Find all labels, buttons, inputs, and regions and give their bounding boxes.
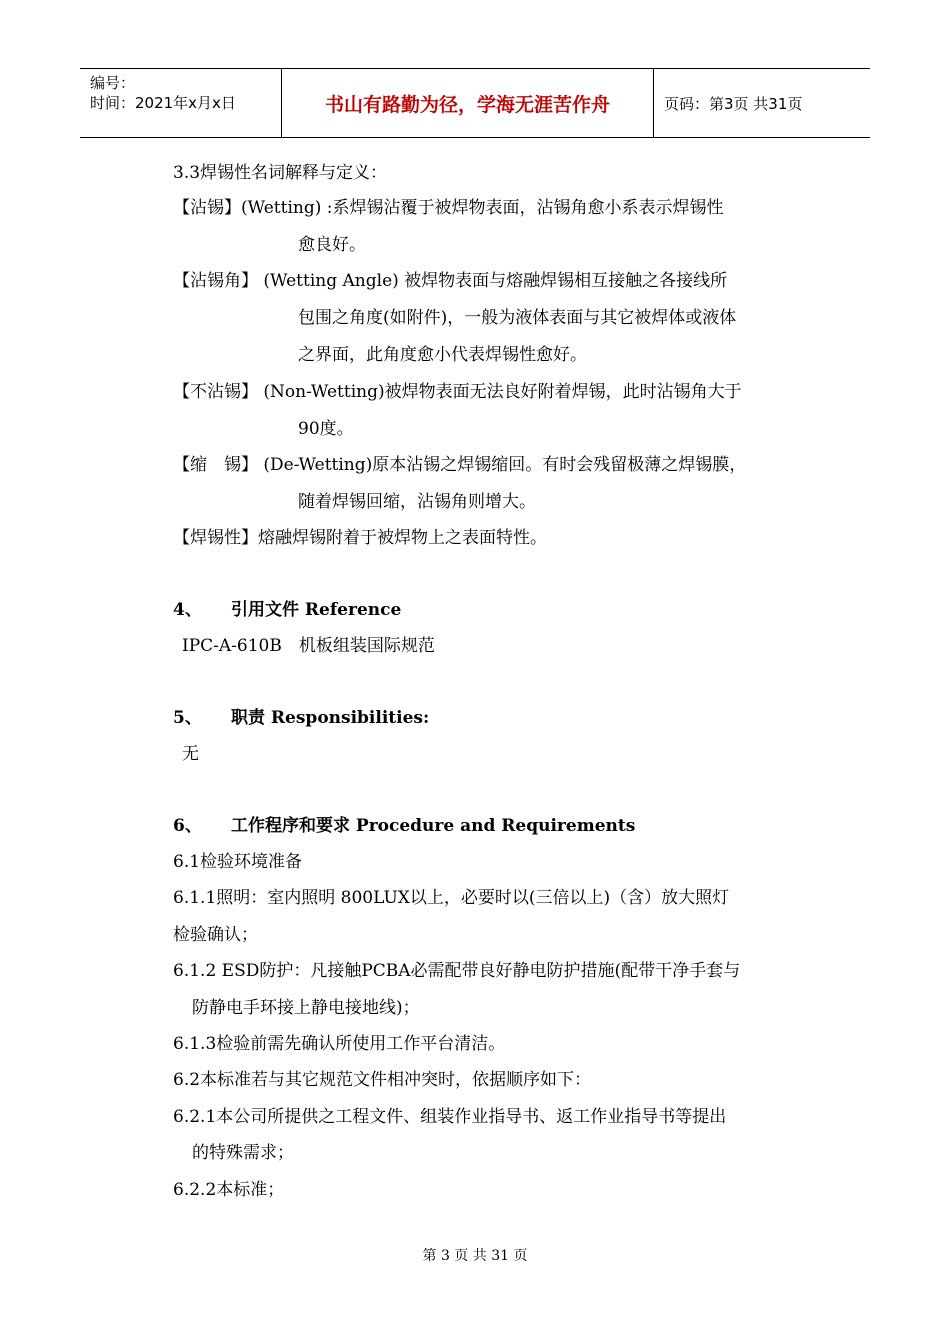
definition-text: (Wetting) :系焊锡沾覆于被焊物表面，沾锡角愈小系表示焊锡性 <box>241 198 724 218</box>
term-label: 【缩 锡】 <box>173 455 258 475</box>
section-4-heading <box>173 598 401 622</box>
header-motto: 书山有路勤为径，学海无涯苦作舟 <box>282 69 654 137</box>
definition-text: (De-Wetting)原本沾锡之焊锡缩回。有时会残留极薄之焊锡膜， <box>258 455 747 475</box>
definition-wetting-angle <box>173 269 727 293</box>
term-label: 【沾锡角】 <box>173 271 258 291</box>
section-number: 4、 <box>173 600 202 620</box>
definition-de-wetting <box>173 453 746 477</box>
term-label: 【不沾锡】 <box>173 382 258 402</box>
definition-non-wetting-cont: 90度。 <box>298 419 354 439</box>
definition-text: (Non-Wetting)被焊物表面无法良好附着焊锡，此时沾锡角大于 <box>258 382 742 402</box>
definition-wetting-cont: 愈良好。 <box>298 235 366 255</box>
section-number: 6、 <box>173 816 202 836</box>
definition-wetting-angle-cont: 之界面，此角度愈小代表焊锡性愈好。 <box>298 345 587 365</box>
definition-text: 熔融焊锡附着于被焊物上之表面特性。 <box>258 528 547 548</box>
definition-wetting <box>173 196 723 220</box>
definition-solderability <box>173 526 547 550</box>
section-5-heading <box>173 706 429 730</box>
document-date-label: 时间：2021年x月x日 <box>90 94 236 112</box>
section-6-1: 6.1检验环境准备 <box>173 852 303 872</box>
definition-de-wetting-cont: 随着焊锡回缩，沾锡角则增大。 <box>298 492 536 512</box>
section-6-heading <box>173 814 635 838</box>
section-6-1-1-cont: 检验确认； <box>173 925 258 945</box>
section-6-2-1: 6.2.1本公司所提供之工程文件、组装作业指导书、返工作业指导书等提出 <box>173 1107 727 1127</box>
section-3-3-heading: 3.3焊锡性名词解释与定义： <box>173 163 388 183</box>
definition-wetting-angle-cont: 包围之角度(如附件)，一般为液体表面与其它被焊体或液体 <box>298 308 737 328</box>
header-page-info: 页码：第3页 共31页 <box>664 94 803 113</box>
page-footer: 第 3 页 共 31 页 <box>422 1248 528 1264</box>
section-6-1-2-cont: 防静电手环接上静电接地线)； <box>192 998 420 1018</box>
term-label: 【焊锡性】 <box>173 528 258 548</box>
section-title: 职责 Responsibilities: <box>231 708 430 728</box>
section-title: 工作程序和要求 Procedure and Requirements <box>231 816 636 836</box>
section-6-2-1-cont: 的特殊需求； <box>192 1143 294 1163</box>
section-4-body: IPC-A-610B 机板组装国际规范 <box>182 636 435 656</box>
definition-text: (Wetting Angle) 被焊物表面与熔融焊锡相互接触之各接线所 <box>258 271 728 291</box>
section-6-1-2: 6.1.2 ESD防护：凡接触PCBA必需配带良好静电防护措施(配带干净手套与 <box>173 961 741 981</box>
term-label: 【沾锡】 <box>173 198 241 218</box>
section-title: 引用文件 Reference <box>231 600 402 620</box>
section-5-body: 无 <box>182 744 199 764</box>
section-number: 5、 <box>173 708 202 728</box>
section-6-2: 6.2本标准若与其它规范文件相冲突时，依据顺序如下： <box>173 1070 592 1090</box>
section-6-1-1: 6.1.1照明：室内照明 800LUX以上，必要时以(三倍以上)（含）放大照灯 <box>173 888 730 908</box>
definition-non-wetting <box>173 380 742 404</box>
section-6-1-3: 6.1.3检验前需先确认所使用工作平台清洁。 <box>173 1034 506 1054</box>
document-number-label: 编号： <box>90 74 136 92</box>
section-6-2-2: 6.2.2本标准； <box>173 1180 285 1200</box>
